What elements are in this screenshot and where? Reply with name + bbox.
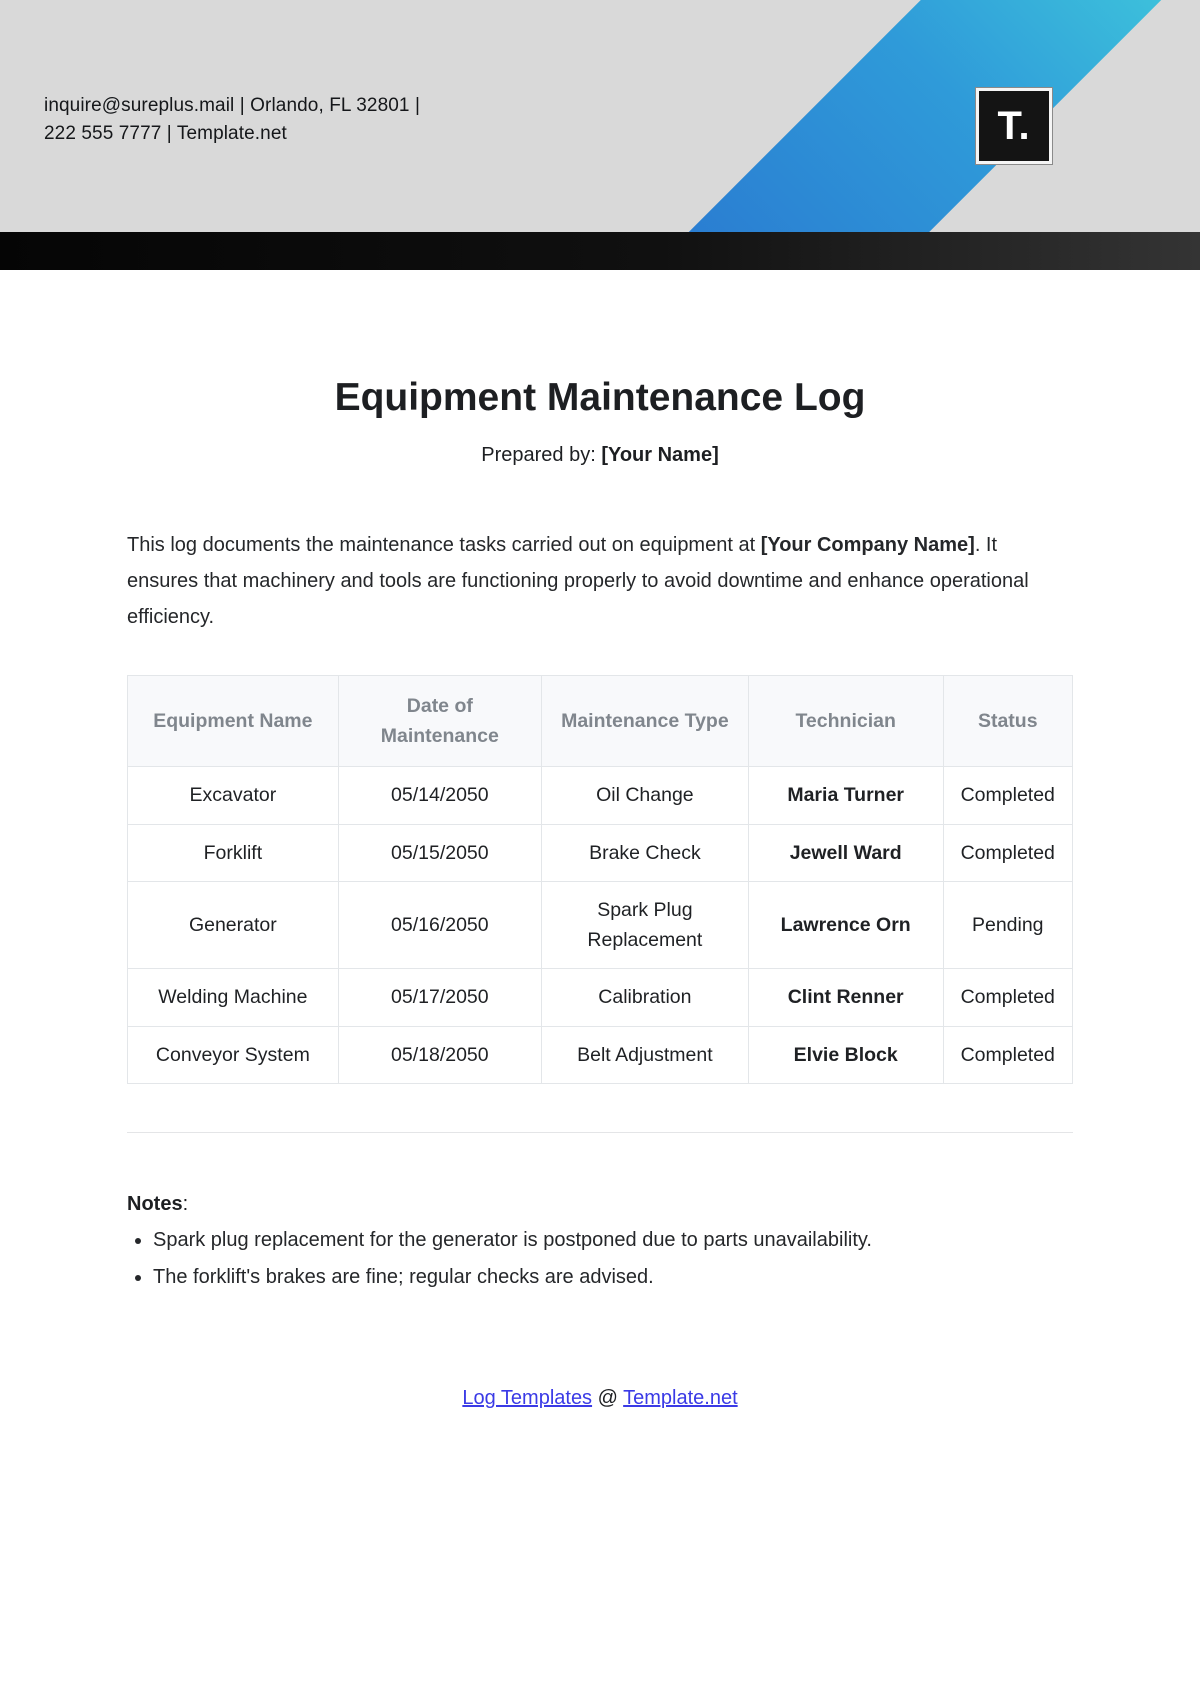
cell-technician: Maria Turner [748,767,943,824]
header [0,0,1200,232]
cell-technician: Jewell Ward [748,824,943,881]
table-header-row [128,676,1073,767]
cell-maintenance-type: Oil Change [541,767,748,824]
table-row [128,1026,1073,1083]
notes-list [127,1226,1073,1292]
cell-status: Completed [943,767,1072,824]
footer-separator: @ [597,1386,618,1409]
note-item: • The forklift's brakes are fine; regular checks are advised. [153,1263,1073,1292]
log-templates-link[interactable]: Log Templates [462,1386,593,1409]
brand-logo [976,88,1052,164]
header-divider-bar [0,232,1200,270]
column-header-equipment-name: Equipment Name [128,676,339,767]
cell-status: Completed [943,824,1072,881]
company-name-placeholder: [Your Company Name] [760,534,975,556]
cell-date: 05/16/2050 [338,881,541,968]
column-header-date: Date of Maintenance [338,676,541,767]
cell-equipment-name: Conveyor System [128,1026,339,1083]
cell-date: 05/17/2050 [338,969,541,1026]
notes-label-colon: : [182,1192,189,1215]
cell-equipment-name: Welding Machine [128,969,339,1026]
cell-equipment-name: Excavator [128,767,339,824]
table-row [128,881,1073,968]
page-title: Equipment Maintenance Log [334,376,866,419]
footer-credit [127,1387,1073,1410]
table-row [128,824,1073,881]
brand-logo-text: T. [997,103,1031,148]
cell-maintenance-type: Spark Plug Replacement [541,881,748,968]
cell-status: Pending [943,881,1072,968]
notes-heading [127,1193,1073,1216]
cell-date: 05/14/2050 [338,767,541,824]
cell-technician: Elvie Block [748,1026,943,1083]
cell-technician: Clint Renner [748,969,943,1026]
cell-maintenance-type: Calibration [541,969,748,1026]
table-row [128,969,1073,1026]
prepared-by-label: Prepared by: [481,444,596,466]
cell-equipment-name: Generator [128,881,339,968]
intro-text-after: . It ensures that machinery and tools are functioning properly to avoid downtime and enhance operational efficiency. [127,534,1029,628]
prepared-by-line [127,444,1073,467]
cell-status: Completed [943,1026,1072,1083]
cell-maintenance-type: Belt Adjustment [541,1026,748,1083]
cell-equipment-name: Forklift [128,824,339,881]
column-header-status: Status [943,676,1072,767]
cell-date: 05/15/2050 [338,824,541,881]
cell-date: 05/18/2050 [338,1026,541,1083]
intro-text-before: This log documents the maintenance tasks carried out on equipment at [127,534,761,556]
notes-section [127,1193,1073,1292]
column-header-maintenance-type: Maintenance Type [541,676,748,767]
table-row [128,767,1073,824]
contact-line-1: inquire@sureplus.mail | Orlando, FL 32801 | [44,95,420,116]
section-divider [127,1132,1073,1133]
contact-info [44,92,420,147]
notes-label-text: Notes [127,1192,183,1215]
template-net-link[interactable]: Template.net [623,1386,738,1409]
cell-technician: Lawrence Orn [748,881,943,968]
cell-maintenance-type: Brake Check [541,824,748,881]
contact-line-2: 222 555 7777 | Template.net [44,122,287,144]
document-body [0,376,1200,1410]
column-header-technician: Technician [748,676,943,767]
diagonal-accent-stripe [596,0,1200,232]
intro-paragraph [127,527,1073,635]
note-item: • Spark plug replacement for the generator is postponed due to parts unavailability. [153,1226,1073,1255]
prepared-by-value: [Your Name] [601,444,719,466]
maintenance-table [127,675,1073,1084]
cell-status: Completed [943,969,1072,1026]
